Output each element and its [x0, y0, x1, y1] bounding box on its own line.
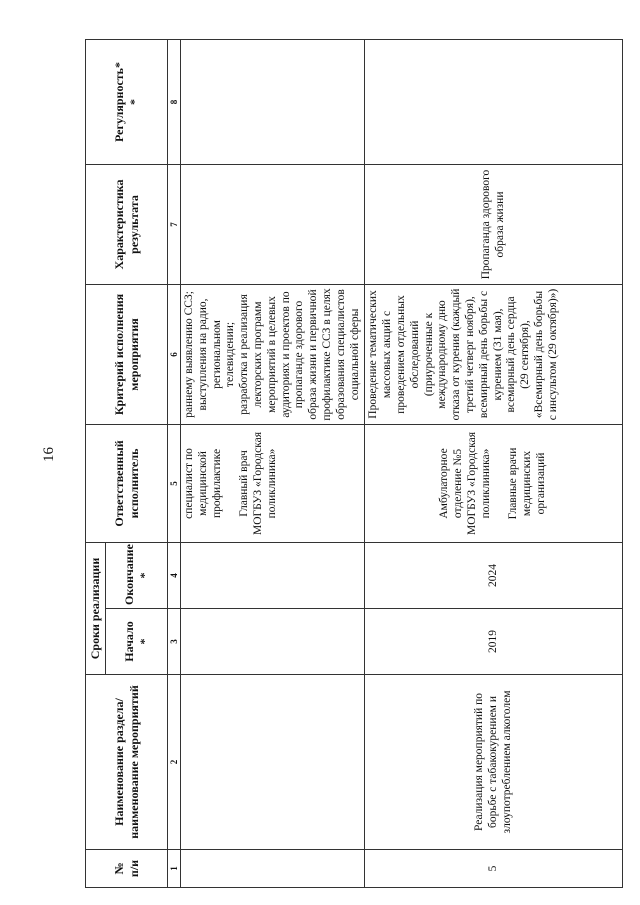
cell-empty [181, 39, 365, 164]
col-number: 1 [168, 850, 181, 888]
measures-table [85, 39, 623, 888]
col-number: 6 [168, 284, 181, 424]
row1-criterion: раннему выявлению ССЗ; выступления на радио, региональном телевидении; разработка и реализация лекторских программ мероприятий в целевых аудиториях и проектов по пропаганде здорового образа жизни и первичной профилактике ССЗ в целях образования специалистов социальной сферы [181, 284, 365, 424]
row1-executor: специалист по медицинской профилактике Главный врач МОГБУЗ «Городская поликлиника» [181, 424, 365, 542]
row2-name: Реализация мероприятий по борьбе с табакокурением и злоупотреблением алкоголем [365, 675, 623, 850]
cell-empty [181, 609, 365, 675]
table-row [181, 39, 365, 887]
row2-start: 2019 [365, 609, 623, 675]
header-executor: Ответственный исполнитель [86, 424, 168, 542]
row2-executor: Амбулаторное отделение №5 МОГБУЗ «Городская поликлиника» Главные врачи медицинских организаций [365, 424, 623, 542]
page-number: 16 [41, 447, 57, 462]
header-num: № п/и [86, 850, 168, 888]
header-start: Начало * [106, 609, 168, 675]
row2-end: 2024 [365, 542, 623, 608]
rotated-table-container [85, 40, 623, 888]
col-number: 8 [168, 39, 181, 164]
col-number: 7 [168, 164, 181, 284]
row2-num: 5 [365, 850, 623, 888]
col-number: 4 [168, 542, 181, 608]
cell-empty [181, 164, 365, 284]
row2-regularity [365, 39, 623, 164]
header-end: Окончание * [106, 542, 168, 608]
col-number: 2 [168, 675, 181, 850]
row2-result: Пропаганда здорового образа жизни [365, 164, 623, 284]
col-number: 3 [168, 609, 181, 675]
cell-empty [181, 675, 365, 850]
col-number: 5 [168, 424, 181, 542]
cell-empty [181, 850, 365, 888]
table-row [365, 39, 623, 887]
cell-empty [181, 542, 365, 608]
header-name: Наименование раздела/наименование мероприятий [86, 675, 168, 850]
header-regularity: Регулярность* * [86, 39, 168, 164]
header-terms: Сроки реализации [86, 542, 106, 674]
header-criterion: Критерий исполнения мероприятия [86, 284, 168, 424]
header-result: Характеристика результата [86, 164, 168, 284]
row2-criterion: Проведение тематических массовых акций с проведением отдельных обследований (приуроченные к международному дню отказа от курения (каждый третий четверг ноября), всемирный день борьбы с курением (31 мая), всемирный день сердца (29 сентября), «Всемирный день борьбы с инсультом (29 октября)») [365, 284, 623, 424]
